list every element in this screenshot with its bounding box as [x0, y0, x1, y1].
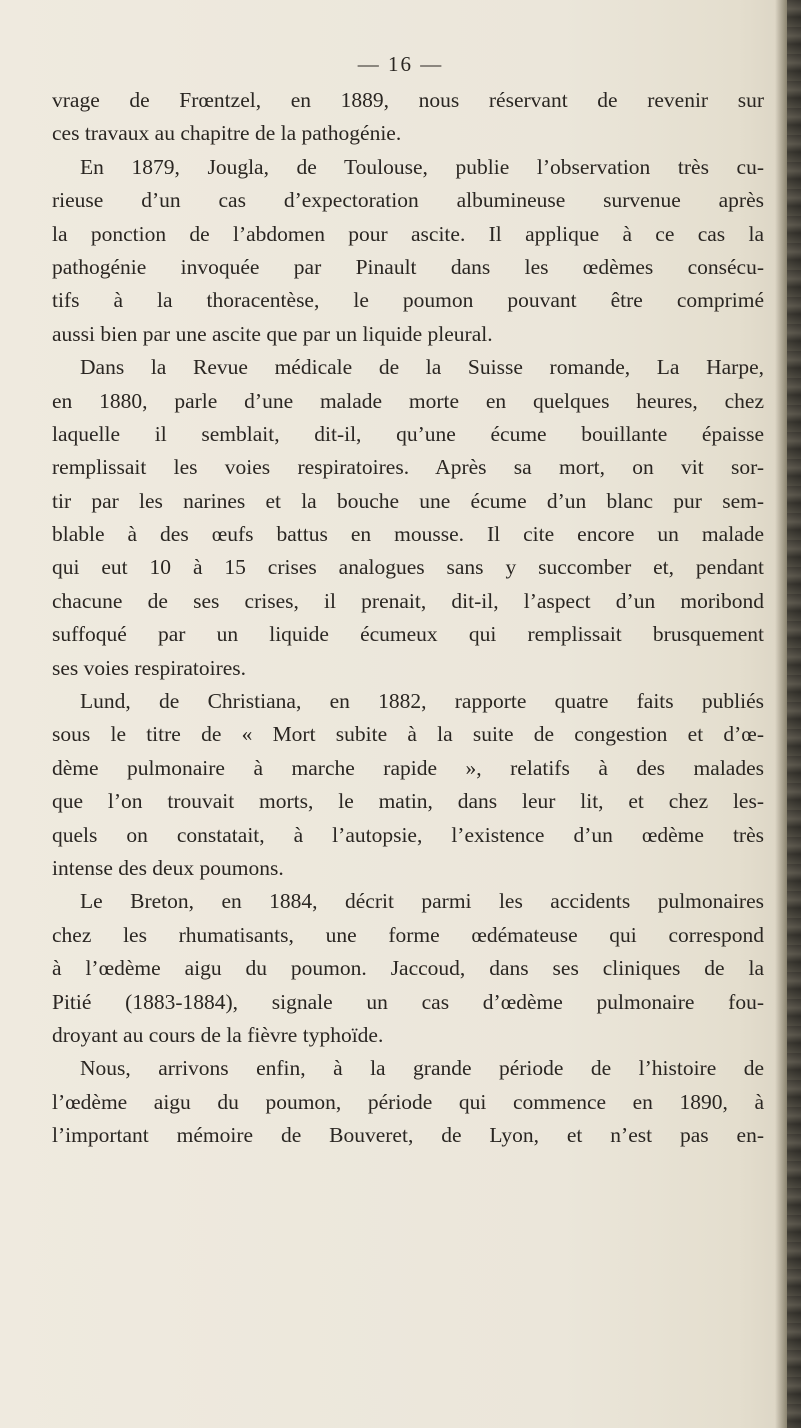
text-line: sous le titre de « Mort subite à la suite de congestion et d’œ- — [52, 722, 764, 747]
text-line: droyant au cours de la fièvre typhoïde. — [52, 1022, 384, 1047]
text-line: tifs à la thoracentèse, le poumon pouvant être comprimé — [52, 288, 764, 313]
text-line: l’important mémoire de Bouveret, de Lyon, et n’est pas en- — [52, 1123, 764, 1148]
text-line: l’œdème aigu du poumon, période qui commence en 1890, à — [52, 1089, 764, 1114]
text-line: quels on constatait, à l’autopsie, l’existence d’un œdème très — [52, 822, 764, 847]
text-line: laquelle il semblait, dit-il, qu’une écume bouillante épaisse — [52, 421, 764, 446]
text-line: blable à des œufs battus en mousse. Il cite encore un malade — [52, 522, 764, 547]
text-line: Lund, de Christiana, en 1882, rapporte quatre faits publiés — [80, 689, 764, 714]
text-line: chez les rhumatisants, une forme œdémateuse qui correspond — [52, 922, 764, 947]
binding-edge — [787, 0, 801, 1428]
text-line: à l’œdème aigu du poumon. Jaccoud, dans ses cliniques de la — [52, 956, 764, 981]
text-line: Le Breton, en 1884, décrit parmi les accidents pulmonaires — [80, 889, 764, 914]
text-line: ces travaux au chapitre de la pathogénie. — [52, 121, 402, 146]
text-line: chacune de ses crises, il prenait, dit-il, l’aspect d’un moribond — [52, 588, 764, 613]
text-line: rieuse d’un cas d’expectoration albumineuse survenue après — [52, 188, 764, 213]
text-line: Nous, arrivons enfin, à la grande période de l’histoire de — [80, 1056, 764, 1081]
text-line: en 1880, parle d’une malade morte en quelques heures, chez — [52, 388, 764, 413]
text-line: suffoqué par un liquide écumeux qui remplissait brusquement — [52, 622, 764, 647]
text-line: vrage de Frœntzel, en 1889, nous réservant de revenir sur — [52, 88, 764, 112]
text-line: dème pulmonaire à marche rapide », relatifs à des malades — [52, 755, 764, 780]
text-line: que l’on trouvait morts, le matin, dans leur lit, et chez les- — [52, 789, 764, 814]
text-line: qui eut 10 à 15 crises analogues sans y succomber et, pendant — [52, 555, 764, 580]
text-line: En 1879, Jougla, de Toulouse, publie l’observation très cu- — [80, 154, 764, 179]
text-line: Pitié (1883-1884), signale un cas d’œdème pulmonaire fou- — [52, 989, 764, 1014]
text-line: intense des deux poumons. — [52, 855, 284, 880]
text-line: la ponction de l’abdomen pour ascite. Il applique à ce cas la — [52, 221, 764, 246]
text-line: ses voies respiratoires. — [52, 655, 247, 680]
text-line: remplissait les voies respiratoires. Après sa mort, on vit sor- — [52, 455, 764, 480]
text-line: tir par les narines et la bouche une écume d’un blanc pur sem- — [52, 488, 764, 513]
text-line: aussi bien par une ascite que par un liquide pleural. — [52, 321, 493, 346]
page-number: — 16 — — [357, 52, 444, 76]
body-text — [52, 84, 764, 1153]
text-line: Dans la Revue médicale de la Suisse romande, La Harpe, — [80, 355, 764, 380]
text-line: pathogénie invoquée par Pinault dans les œdèmes consécu- — [52, 254, 764, 279]
